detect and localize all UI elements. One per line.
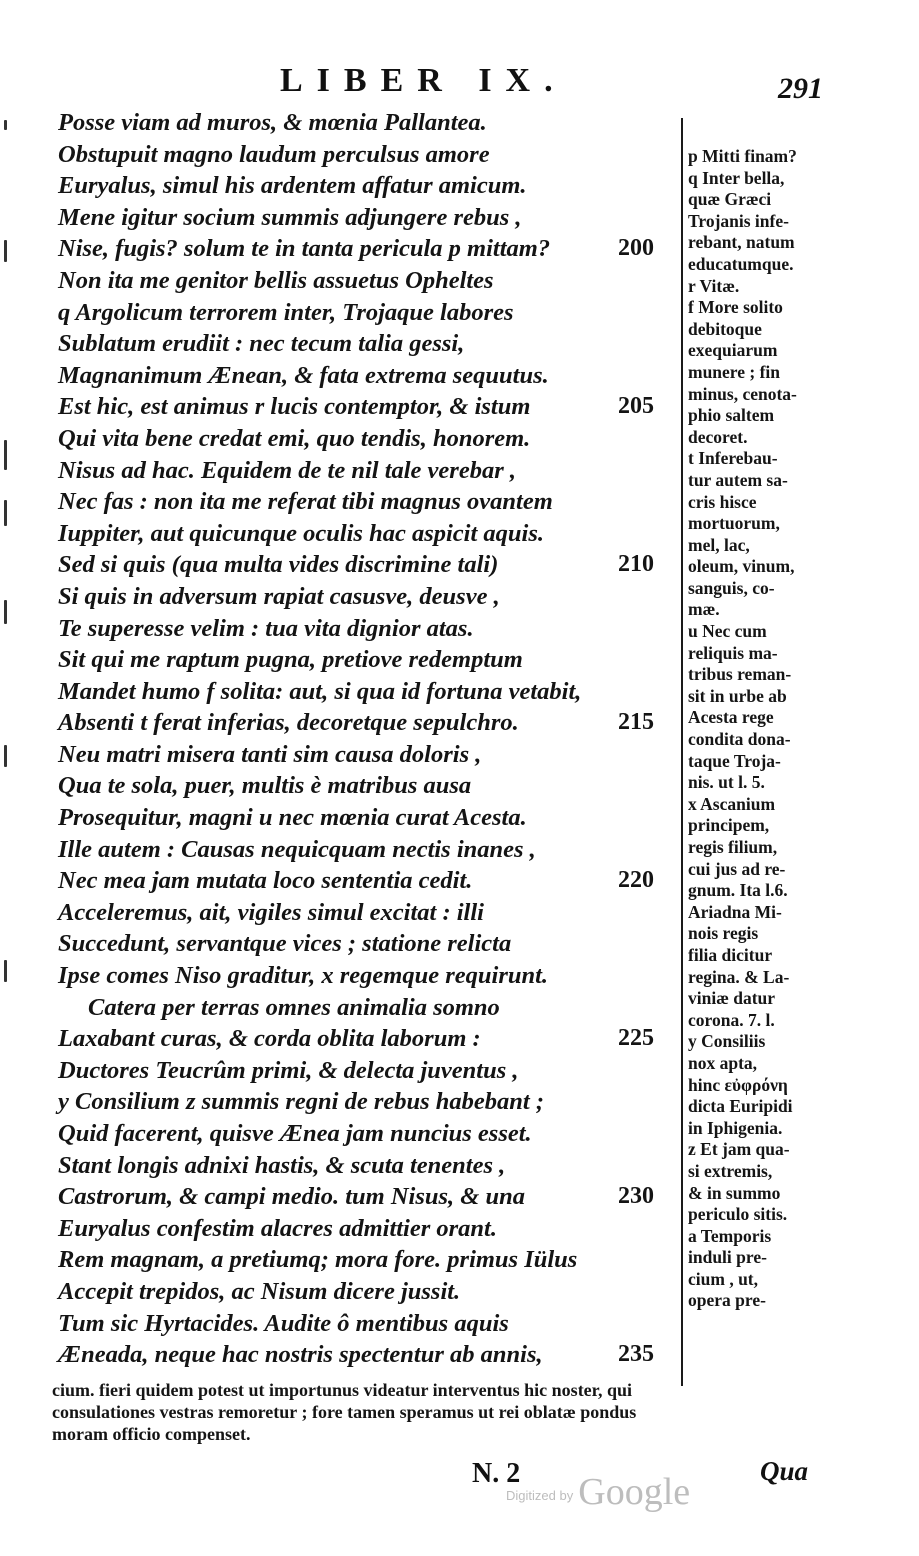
line-number: 210: [618, 551, 654, 578]
verse-line: [58, 770, 673, 802]
ink-mark: [4, 745, 7, 767]
note-line: regina. & La-: [688, 966, 790, 987]
verse-text: Te superesse velim : tua vita dignior atas.: [58, 614, 474, 642]
verse-line: [58, 1244, 673, 1276]
ink-mark: [4, 960, 7, 982]
verse-line: [58, 613, 673, 645]
line-number: 225: [618, 1025, 654, 1052]
note-line: nois regis: [688, 923, 759, 944]
line-number: 215: [618, 709, 654, 736]
note-line: mæ.: [688, 599, 720, 620]
footnote-line: consulationes vestras remoretur ; fore tamen speramus ut rei oblatæ pondus: [52, 1402, 637, 1422]
note-line: cris hisce: [688, 491, 757, 512]
note-line: gnum. Ita l.6.: [688, 880, 788, 901]
note-line: y Consiliis: [688, 1031, 766, 1052]
note-line: f More solito: [688, 297, 783, 318]
line-number: 220: [618, 867, 654, 894]
note-line: induli pre-: [688, 1247, 767, 1268]
note-line: regis filium,: [688, 837, 778, 857]
verse-line: [58, 1276, 673, 1308]
verse-text: Qui vita bene credat emi, quo tendis, honorem.: [58, 424, 531, 452]
note-line: q Inter bella,: [688, 167, 785, 188]
verse-text: Euryalus confestim alacres admittier orant.: [58, 1214, 497, 1242]
ink-mark: [4, 440, 7, 470]
verse-text: Nec mea jam mutata loco sententia cedit.: [58, 867, 473, 895]
note-line: sanguis, co-: [688, 577, 775, 598]
verse-text: Mandet humo f solita: aut, si qua id fortuna vetabit,: [58, 677, 582, 705]
footnote-continuation: [52, 1379, 832, 1445]
verse-line: [58, 549, 673, 581]
watermark-prefix: Digitized by: [506, 1488, 574, 1503]
digitization-watermark: [506, 1470, 690, 1514]
verse-line: [58, 707, 673, 739]
note-line: Ariadna Mi-: [688, 901, 782, 922]
verse-text: Nisus ad hac. Equidem de te nil tale verebar ,: [58, 456, 516, 484]
verse-line: [58, 865, 673, 897]
note-line: decoret.: [688, 426, 748, 447]
note-line: in Iphigenia.: [688, 1117, 783, 1138]
verse-line: [58, 1086, 673, 1118]
verse-line: [58, 676, 673, 708]
note-line: filia dicitur: [688, 944, 773, 965]
note-line: Trojanis infe-: [688, 210, 789, 231]
verse-text: Absenti t ferat inferias, decoretque sepulchro.: [58, 709, 519, 737]
ink-mark: [4, 240, 7, 262]
note-line: viniæ datur: [688, 988, 776, 1009]
note-line: p Mitti finam?: [688, 146, 797, 166]
marginal-notes: [688, 146, 830, 1312]
note-line: & in summo: [688, 1182, 781, 1203]
verse-text: Magnanimum Ænean, & fata extrema sequutus.: [58, 361, 549, 389]
verse-line: [58, 170, 673, 202]
note-line: debitoque: [688, 318, 762, 339]
note-line: t Inferebau-: [688, 448, 778, 469]
note-line: periculo sitis.: [688, 1204, 788, 1225]
note-line: condita dona-: [688, 729, 791, 750]
verse-line: [58, 644, 673, 676]
line-number: 200: [618, 235, 654, 262]
verse-text: Rem magnam, a pretiumq; mora fore. primus Iülus: [58, 1246, 578, 1274]
verse-line: [58, 486, 673, 518]
note-line: exequiarum: [688, 340, 778, 361]
verse-line: [58, 834, 673, 866]
verse-text: Quid facerent, quisve Ænea jam nuncius esset.: [58, 1120, 532, 1147]
verse-text: y Consilium z summis regni de rebus habebant ;: [58, 1088, 545, 1116]
verse-line: [58, 581, 673, 613]
note-line: principem,: [688, 815, 770, 836]
note-line: hinc εὐφρόνη: [688, 1074, 788, 1095]
note-line: nox apta,: [688, 1052, 758, 1073]
verse-line: [58, 1308, 673, 1340]
verse-text: Non ita me genitor bellis assuetus Opheltes: [58, 266, 494, 294]
note-line: corona. 7. l.: [688, 1009, 775, 1030]
verse-text: Obstupuit magno laudum perculsus amore: [58, 140, 490, 168]
verse-text: Ductores Teucrûm primi, & delecta juventus ,: [58, 1056, 519, 1084]
note-line: u Nec cum: [688, 621, 767, 642]
verse-text: Sed si quis (qua multa vides discrimine tali): [58, 551, 499, 579]
verse-line: [58, 992, 673, 1024]
verse-text: Mene igitur socium summis adjungere rebus ,: [58, 203, 522, 231]
note-line: minus, cenota-: [688, 383, 797, 404]
note-line: sit in urbe ab: [688, 685, 787, 706]
verse-text: Castrorum, & campi medio. tum Nisus, & una: [58, 1183, 525, 1211]
verse-line: [58, 455, 673, 487]
verse-text: q Argolicum terrorem inter, Trojaque labores: [58, 298, 514, 326]
verse-line: [58, 739, 673, 771]
verse-text: Iuppiter, aut quicunque oculis hac aspicit aquis.: [58, 519, 545, 547]
ink-mark: [4, 500, 7, 526]
verse-line: [58, 1023, 673, 1055]
verse-text: Nise, fugis? solum te in tanta pericula p mittam?: [58, 235, 551, 263]
verse-line: [58, 1213, 673, 1245]
verse-line: [58, 297, 673, 329]
note-line: rebant, natum: [688, 232, 795, 253]
verse-text: Ipse comes Niso graditur, x regemque requirunt.: [58, 962, 549, 990]
footnote-line: cium. fieri quidem potest ut importunus videatur interventus hic noster, qui: [52, 1380, 633, 1400]
verse-line: [58, 202, 673, 234]
note-line: mel, lac,: [688, 534, 750, 555]
verse-text: Sublatum erudiit : nec tecum talia gessi,: [58, 330, 465, 358]
column-divider: [681, 118, 683, 1386]
verse-text: Neu matri misera tanti sim causa doloris ,: [58, 740, 482, 768]
verse-text: Tum sic Hyrtacides. Audite ô mentibus aquis: [58, 1309, 509, 1337]
verse-text: Stant longis adnixi hastis, & scuta tenentes ,: [58, 1151, 506, 1179]
note-line: cium , ut,: [688, 1268, 758, 1289]
note-line: phio saltem: [688, 405, 775, 426]
verse-line: [58, 1181, 673, 1213]
verse-line: [58, 518, 673, 550]
verse-line: [58, 328, 673, 360]
ink-mark: [4, 600, 7, 624]
verse-line: [58, 1339, 673, 1371]
note-line: mortuorum,: [688, 513, 780, 534]
note-line: tribus reman-: [688, 664, 792, 685]
note-line: cui jus ad re-: [688, 858, 786, 879]
verse-text: Posse viam ad muros, & mœnia Pallantea.: [58, 109, 487, 136]
verse-text: Si quis in adversum rapiat casusve, deusve ,: [58, 582, 500, 610]
verse-line: [58, 1150, 673, 1182]
running-head: LIBER IX.: [280, 62, 567, 99]
note-line: opera pre-: [688, 1290, 766, 1311]
verse-line: [58, 391, 673, 423]
verse-line: [58, 1055, 673, 1087]
verse-line: [58, 107, 673, 139]
page-number: 291: [778, 72, 823, 105]
verse-line: [58, 233, 673, 265]
verse-text: Nec fas : non ita me referat tibi magnus ovantem: [58, 488, 553, 516]
note-line: munere ; fin: [688, 361, 781, 382]
verse-line: [58, 928, 673, 960]
verse-line: [58, 802, 673, 834]
verse-line: [58, 897, 673, 929]
verse-text: Acceleremus, ait, vigiles simul excitat : illi: [58, 898, 484, 926]
line-number: 205: [618, 393, 654, 420]
verse-text: Catera per terras omnes animalia somno: [88, 993, 500, 1021]
verse-column: [58, 107, 673, 1371]
verse-line: [58, 265, 673, 297]
verse-text: Æneada, neque hac nostris spectentur ab annis,: [58, 1341, 543, 1369]
verse-text: Accepit trepidos, ac Nisum dicere jussit.: [58, 1277, 461, 1305]
note-line: x Ascanium: [688, 793, 776, 814]
verse-line: [58, 139, 673, 171]
note-line: si extremis,: [688, 1160, 773, 1181]
note-line: oleum, vinum,: [688, 556, 795, 577]
note-line: dicta Euripidi: [688, 1096, 793, 1117]
note-line: educatumque.: [688, 253, 794, 274]
note-line: quæ Græci: [688, 189, 772, 210]
note-line: z Et jam qua-: [688, 1139, 790, 1160]
verse-text: Prosequitur, magni u nec mœnia curat Acesta.: [58, 804, 527, 832]
note-line: tur autem sa-: [688, 469, 788, 490]
verse-text: Sit qui me raptum pugna, pretiove redemptum: [58, 646, 523, 674]
verse-line: [58, 360, 673, 392]
line-number: 230: [618, 1183, 654, 1210]
verse-text: Euryalus, simul his ardentem affatur amicum.: [58, 172, 527, 200]
left-margin-bleed: [0, 0, 20, 1556]
line-number: 235: [618, 1341, 654, 1368]
note-line: a Temporis: [688, 1225, 772, 1246]
verse-line: [58, 960, 673, 992]
verse-line: [58, 1118, 673, 1150]
signature-mark: N. 2: [472, 1458, 521, 1489]
verse-text: Est hic, est animus r lucis contemptor, & istum: [58, 393, 531, 421]
note-line: r Vitæ.: [688, 275, 740, 296]
verse-line: [58, 423, 673, 455]
verse-text: Laxabant curas, & corda oblita laborum :: [58, 1025, 481, 1053]
ink-mark: [4, 120, 7, 130]
verse-text: Qua te sola, puer, multis è matribus ausa: [58, 772, 472, 800]
verse-text: Ille autem : Causas nequicquam nectis inanes ,: [58, 835, 536, 863]
watermark-logo: Google: [578, 1471, 691, 1513]
note-line: Acesta rege: [688, 707, 774, 728]
note-line: reliquis ma-: [688, 642, 778, 663]
note-line: taque Troja-: [688, 750, 781, 771]
catchword: Qua: [760, 1456, 809, 1486]
verse-text: Succedunt, servantque vices ; statione relicta: [58, 930, 512, 958]
note-line: nis. ut l. 5.: [688, 772, 765, 793]
footnote-line: moram officio compenset.: [52, 1424, 251, 1444]
